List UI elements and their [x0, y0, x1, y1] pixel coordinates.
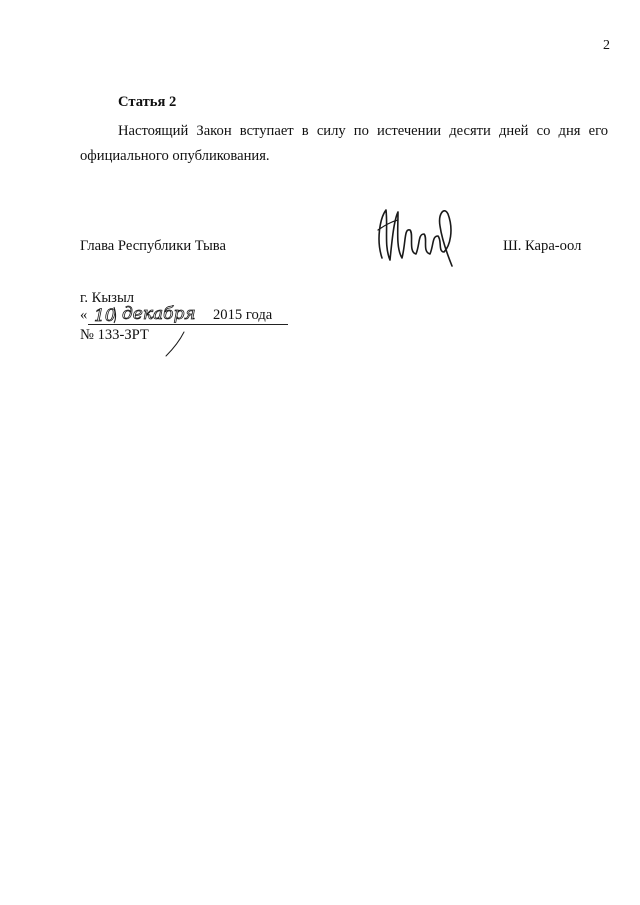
article-heading: Статья 2 [118, 94, 177, 110]
issue-year: 2015 года [213, 307, 273, 323]
pen-stroke-mark [160, 330, 190, 360]
page-number: 2 [603, 38, 610, 53]
handwritten-day: 10 [94, 306, 116, 326]
date-open-quote: « [80, 307, 88, 323]
handwritten-signature [368, 200, 463, 272]
issue-place: г. Кызыл [80, 290, 135, 306]
registration-number: № 133-ЗРТ [80, 327, 149, 343]
signatory-title: Глава Республики Тыва [80, 238, 226, 254]
signatory-name: Ш. Кара-оол [503, 238, 582, 254]
article-body: Настоящий Закон вступает в силу по истечении десяти дней со дня его официального опубликования. [80, 123, 608, 164]
issue-date [80, 304, 300, 329]
handwritten-month: декабря [122, 304, 196, 324]
